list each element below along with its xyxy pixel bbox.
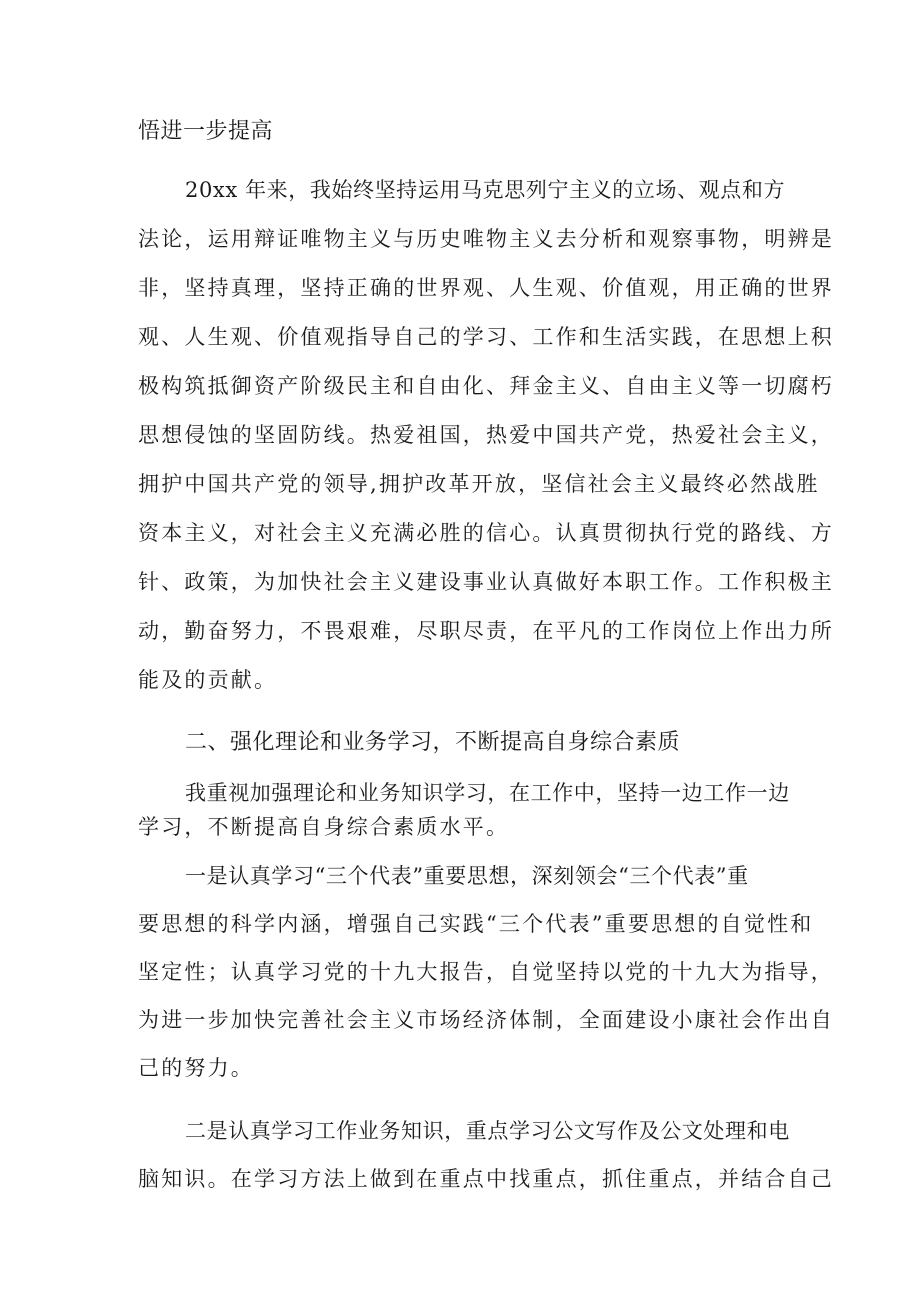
paragraph-line: 为进一步加快完善社会主义市场经济体制，全面建设小康社会作出自 [138, 1008, 834, 1032]
paragraph-line: 二是认真学习工作业务知识，重点学习公文写作及公文处理和电 [185, 1119, 790, 1143]
paragraph-line: 一是认真学习“三个代表”重要思想，深刻领会“三个代表”重 [185, 864, 749, 888]
paragraph-line: 针、政策，为加快社会主义建设事业认真做好本职工作。工作积极主 [138, 570, 834, 594]
paragraph-line: 能及的贡献。 [138, 668, 278, 692]
paragraph-line: 20xx 年来，我始终坚持运用马克思列宁主义的立场、观点和方 [185, 178, 786, 202]
paragraph-line: 观、人生观、价值观指导自己的学习、工作和生活实践，在思想上积 [138, 325, 834, 349]
paragraph-line: 动，勤奋努力，不畏艰难，尽职尽责，在平凡的工作岗位上作出力所 [138, 619, 834, 643]
paragraph-line: 脑知识。在学习方法上做到在重点中找重点，抓住重点，并结合自己 [138, 1167, 834, 1191]
section-2-heading: 二、强化理论和业务学习，不断提高自身综合素质 [185, 730, 681, 755]
paragraph-line: 要思想的科学内涵，增强自己实践“三个代表”重要思想的自觉性和 [138, 912, 814, 936]
paragraph-line: 拥护中国共产党的领导,拥护改革开放，坚信社会主义最终必然战胜 [138, 472, 820, 496]
paragraph-line: 法论，运用辩证唯物主义与历史唯物主义去分析和观察事物，明辨是 [138, 227, 834, 251]
paragraph-line: 我重视加强理论和业务知识学习，在工作中，坚持一边工作一边 [185, 781, 790, 805]
continued-heading: 悟进一步提高 [138, 119, 274, 144]
paragraph-line: 非，坚持真理，坚持正确的世界观、人生观、价值观，用正确的世界 [138, 276, 834, 300]
paragraph-line: 坚定性；认真学习党的十九大报告，自觉坚持以党的十九大为指导， [138, 960, 834, 984]
paragraph-line: 极构筑抵御资产阶级民主和自由化、拜金主义、自由主义等一切腐朽 [138, 374, 834, 398]
paragraph-line: 学习，不断提高自身综合素质水平。 [138, 815, 510, 839]
paragraph-line: 资本主义，对社会主义充满必胜的信心。认真贯彻执行党的路线、方 [138, 521, 834, 545]
paragraph-line: 思想侵蚀的坚固防线。热爱祖国，热爱中国共产党，热爱社会主义， [138, 423, 834, 447]
paragraph-line: 己的努力。 [138, 1056, 254, 1080]
